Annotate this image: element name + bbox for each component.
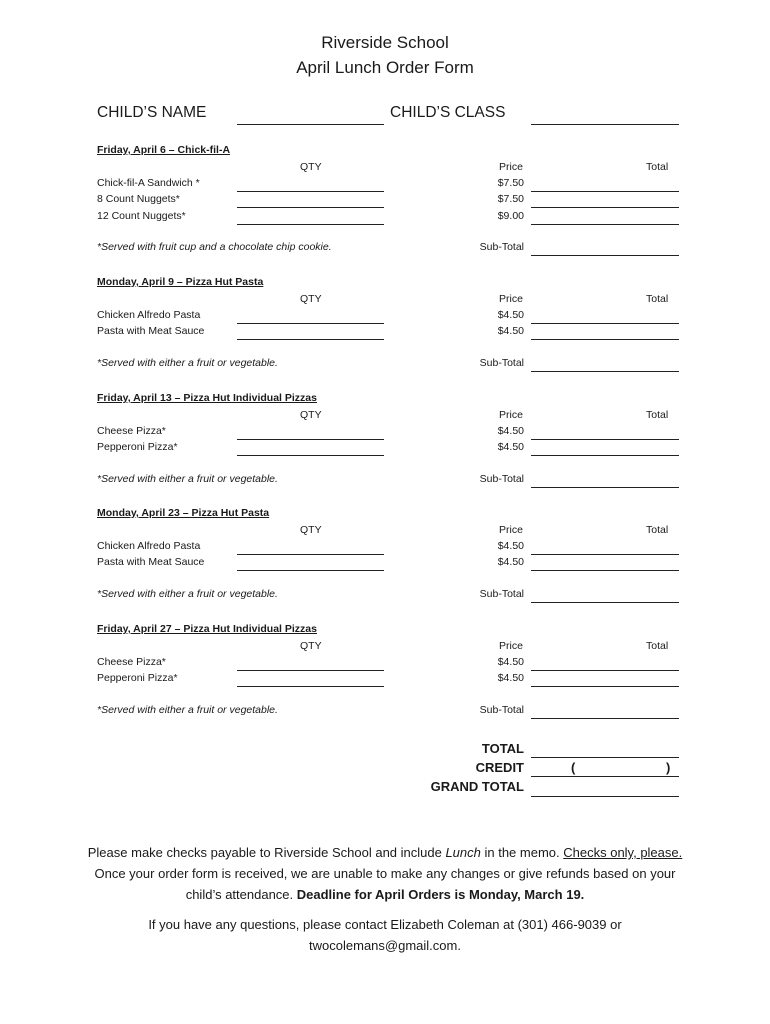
qty-field[interactable] (237, 191, 384, 192)
item-name: Pasta with Meat Sauce (97, 556, 205, 569)
total-column-label: Total (646, 409, 669, 421)
total-column-label: Total (646, 640, 669, 652)
item-price: $4.50 (497, 441, 524, 454)
footer-text: child’s attendance. (185, 887, 297, 902)
item-name: Pasta with Meat Sauce (97, 325, 205, 338)
item-total-field[interactable] (531, 439, 679, 440)
total-column-label: Total (646, 161, 669, 173)
price-column-label: Price (499, 524, 523, 536)
item-total-field[interactable] (531, 207, 679, 208)
qty-column-label: QTY (300, 640, 322, 652)
item-total-field[interactable] (531, 686, 679, 687)
section-heading: Monday, April 23 – Pizza Hut Pasta (97, 507, 270, 519)
item-price: $4.50 (497, 672, 524, 685)
credit-open-paren: ( (571, 760, 576, 775)
credit-close-paren: ) (666, 760, 671, 775)
section-heading: Friday, April 27 – Pizza Hut Individual Pizzas (97, 623, 317, 635)
total-column-label: Total (646, 524, 669, 536)
section-heading: Friday, April 13 – Pizza Hut Individual Pizzas (97, 392, 317, 404)
item-total-field[interactable] (531, 323, 679, 324)
item-name: 8 Count Nuggets* (97, 193, 180, 206)
qty-field[interactable] (237, 670, 384, 671)
subtotal-field[interactable] (531, 718, 679, 719)
qty-field[interactable] (237, 323, 384, 324)
qty-field[interactable] (237, 570, 384, 571)
qty-field[interactable] (237, 554, 384, 555)
subtotal-label: Sub-Total (479, 356, 524, 369)
child-name-field[interactable] (237, 124, 384, 125)
item-price: $4.50 (497, 325, 524, 338)
subtotal-field[interactable] (531, 487, 679, 488)
item-total-field[interactable] (531, 554, 679, 555)
credit-field[interactable] (531, 776, 679, 777)
footer-email[interactable]: twocolemans@gmail.com. (309, 938, 461, 953)
qty-field[interactable] (237, 455, 384, 456)
item-total-field[interactable] (531, 224, 679, 225)
qty-column-label: QTY (300, 293, 322, 305)
section-note: *Served with either a fruit or vegetable. (97, 356, 278, 369)
qty-field[interactable] (237, 686, 384, 687)
item-price: $7.50 (497, 177, 524, 189)
item-price: $4.50 (497, 309, 524, 321)
subtotal-field[interactable] (531, 371, 679, 372)
qty-field[interactable] (237, 224, 384, 225)
qty-column-label: QTY (300, 161, 322, 173)
item-name: Chick-fil-A Sandwich * (97, 177, 200, 189)
qty-field[interactable] (237, 339, 384, 340)
total-column-label: Total (646, 293, 669, 305)
price-column-label: Price (499, 161, 523, 173)
item-name: Cheese Pizza* (97, 656, 166, 668)
qty-field[interactable] (237, 439, 384, 440)
item-name: Cheese Pizza* (97, 425, 166, 437)
item-total-field[interactable] (531, 670, 679, 671)
item-total-field[interactable] (531, 191, 679, 192)
item-total-field[interactable] (531, 339, 679, 340)
price-column-label: Price (499, 293, 523, 305)
item-price: $9.00 (497, 209, 524, 222)
footer-line-3 (0, 884, 770, 905)
qty-column-label: QTY (300, 524, 322, 536)
item-name: 12 Count Nuggets* (97, 209, 186, 222)
section-note: *Served with either a fruit or vegetable. (97, 472, 278, 485)
item-price: $4.50 (497, 425, 524, 437)
footer-text: Please make checks payable to Riverside School and include (87, 845, 446, 860)
grand-total-label: GRAND TOTAL (430, 779, 524, 794)
subtotal-label: Sub-Total (479, 703, 524, 716)
subtotal-label: Sub-Total (479, 240, 524, 253)
item-name: Pepperoni Pizza* (97, 672, 178, 685)
footer-checks-only: Checks only, please. (563, 845, 683, 860)
qty-column-label: QTY (300, 409, 322, 421)
footer-line-1 (0, 842, 770, 863)
item-price: $7.50 (497, 193, 524, 206)
footer-line-2: Once your order form is received, we are unable to make any changes or give refunds based on your (94, 866, 676, 881)
total-label: TOTAL (481, 741, 524, 756)
child-class-field[interactable] (531, 124, 679, 125)
subtotal-field[interactable] (531, 602, 679, 603)
item-price: $4.50 (497, 540, 524, 552)
item-price: $4.50 (497, 656, 524, 668)
footer-lunch-memo: Lunch (445, 845, 481, 860)
grand-total-field[interactable] (531, 796, 679, 797)
section-note: *Served with fruit cup and a chocolate chip cookie. (97, 240, 332, 253)
subtotal-label: Sub-Total (479, 587, 524, 600)
item-total-field[interactable] (531, 455, 679, 456)
section-heading: Friday, April 6 – Chick-fil-A (97, 144, 231, 156)
school-name: Riverside School (321, 33, 449, 52)
section-heading: Monday, April 9 – Pizza Hut Pasta (97, 276, 264, 288)
item-name: Chicken Alfredo Pasta (97, 309, 201, 321)
total-field[interactable] (531, 757, 679, 758)
footer-text: in the memo. (480, 845, 564, 860)
form-title: April Lunch Order Form (296, 58, 474, 77)
item-name: Pepperoni Pizza* (97, 441, 178, 454)
price-column-label: Price (499, 409, 523, 421)
item-total-field[interactable] (531, 570, 679, 571)
qty-field[interactable] (237, 207, 384, 208)
child-name-label: CHILD’S NAME (97, 104, 207, 121)
section-note: *Served with either a fruit or vegetable. (97, 703, 278, 716)
subtotal-label: Sub-Total (479, 472, 524, 485)
subtotal-field[interactable] (531, 255, 679, 256)
credit-label: CREDIT (475, 760, 524, 775)
item-name: Chicken Alfredo Pasta (97, 540, 201, 552)
child-class-label: CHILD’S CLASS (390, 104, 506, 121)
price-column-label: Price (499, 640, 523, 652)
item-price: $4.50 (497, 556, 524, 569)
footer-deadline: Deadline for April Orders is Monday, March 19. (296, 887, 585, 902)
footer-contact: If you have any questions, please contact Elizabeth Coleman at (301) 466-9039 or (148, 917, 622, 932)
section-note: *Served with either a fruit or vegetable. (97, 587, 278, 600)
